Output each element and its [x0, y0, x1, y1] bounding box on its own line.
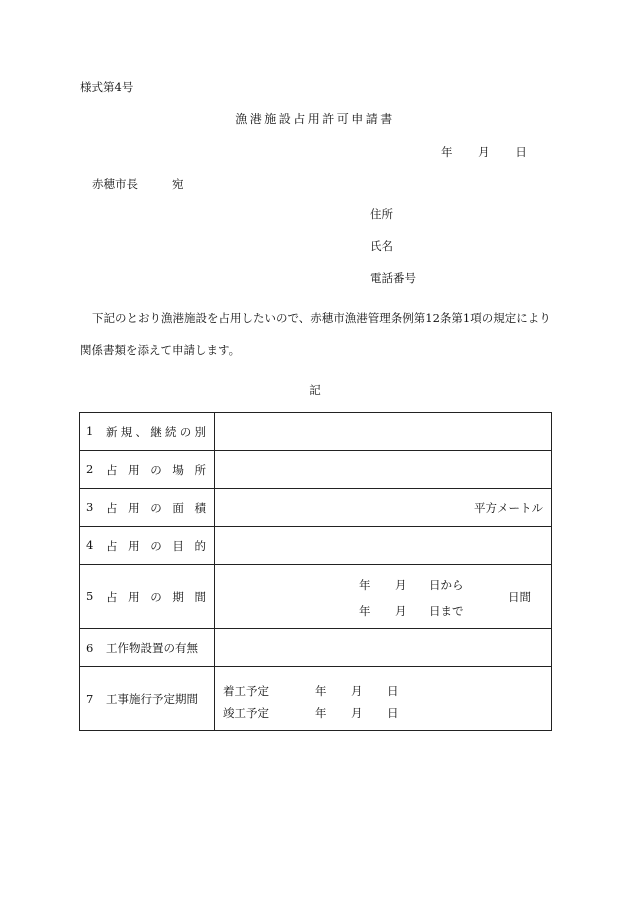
- row-label-text: 工事施行予定期間: [106, 691, 198, 706]
- row-label-text: 占用の面積: [106, 500, 206, 515]
- row-number: 6: [86, 640, 94, 655]
- addressee-suffix: 宛: [172, 177, 184, 191]
- construction-start-day: 日: [387, 684, 399, 698]
- construction-start-month: 月: [351, 684, 363, 698]
- row-label: [80, 565, 215, 629]
- table-row: [80, 451, 552, 489]
- period-days: 日間: [508, 589, 531, 604]
- applicant-name-label: 氏名: [370, 239, 393, 253]
- construction-start-label: 着工予定: [223, 684, 269, 698]
- table-row: [80, 629, 552, 667]
- row-label-text: 占用の場所: [106, 462, 206, 477]
- applicant-phone-label: 電話番号: [370, 271, 416, 285]
- form-number: 様式第4号: [80, 80, 134, 94]
- row-label: [80, 527, 215, 565]
- row-label-text: 新規、継続の別: [106, 424, 206, 439]
- row-number: 7: [86, 691, 94, 706]
- row-label: [80, 413, 215, 451]
- table-row: [80, 527, 552, 565]
- period-to-year: 年: [359, 604, 371, 618]
- addressee-name: 赤穂市長: [92, 177, 138, 191]
- period-to-day: 日まで: [429, 604, 464, 618]
- table-row: [80, 489, 552, 527]
- row-label-text: 占用の期間: [106, 589, 206, 604]
- row-number: 2: [86, 461, 94, 476]
- row-label: [80, 667, 215, 731]
- date-day: 日: [515, 145, 527, 159]
- period-from-day: 日から: [429, 578, 464, 592]
- application-table: [79, 412, 552, 731]
- period-to-month: 月: [395, 604, 407, 618]
- addressee: [92, 179, 184, 191]
- row-number: 3: [86, 499, 94, 514]
- application-date: [441, 147, 527, 159]
- period-field[interactable]: [215, 565, 552, 629]
- period-from-year: 年: [359, 578, 371, 592]
- row-number: 1: [86, 423, 94, 438]
- ki-heading: 記: [309, 383, 321, 397]
- location-field[interactable]: [215, 451, 552, 489]
- new-or-renewal-field[interactable]: [215, 413, 552, 451]
- table-row: [80, 667, 552, 731]
- body-text-line2: 関係書類を添えて申請します。: [80, 343, 241, 357]
- period-from-month: 月: [395, 578, 407, 592]
- table-row: [80, 565, 552, 629]
- structures-field[interactable]: [215, 629, 552, 667]
- applicant-address-label: 住所: [370, 207, 393, 221]
- construction-start-year: 年: [315, 684, 327, 698]
- construction-end-day: 日: [387, 706, 399, 720]
- date-year: 年: [441, 145, 453, 159]
- row-label: [80, 451, 215, 489]
- row-label: [80, 489, 215, 527]
- row-label-text: 工作物設置の有無: [106, 640, 198, 655]
- table-row: [80, 413, 552, 451]
- body-text-line1: 下記のとおり漁港施設を占用したいので、赤穂市漁港管理条例第12条第1項の規定により: [92, 311, 551, 325]
- construction-end-month: 月: [351, 706, 363, 720]
- area-unit: 平方メートル: [474, 500, 543, 515]
- row-number: 5: [86, 588, 94, 603]
- area-field[interactable]: [215, 489, 552, 527]
- purpose-field[interactable]: [215, 527, 552, 565]
- construction-end-label: 竣工予定: [223, 706, 269, 720]
- construction-period-field[interactable]: [215, 667, 552, 731]
- construction-end-year: 年: [315, 706, 327, 720]
- row-label-text: 占用の目的: [106, 538, 206, 553]
- row-number: 4: [86, 537, 94, 552]
- document-title: 漁港施設占用許可申請書: [235, 112, 395, 126]
- date-month: 月: [478, 145, 490, 159]
- row-label: [80, 629, 215, 667]
